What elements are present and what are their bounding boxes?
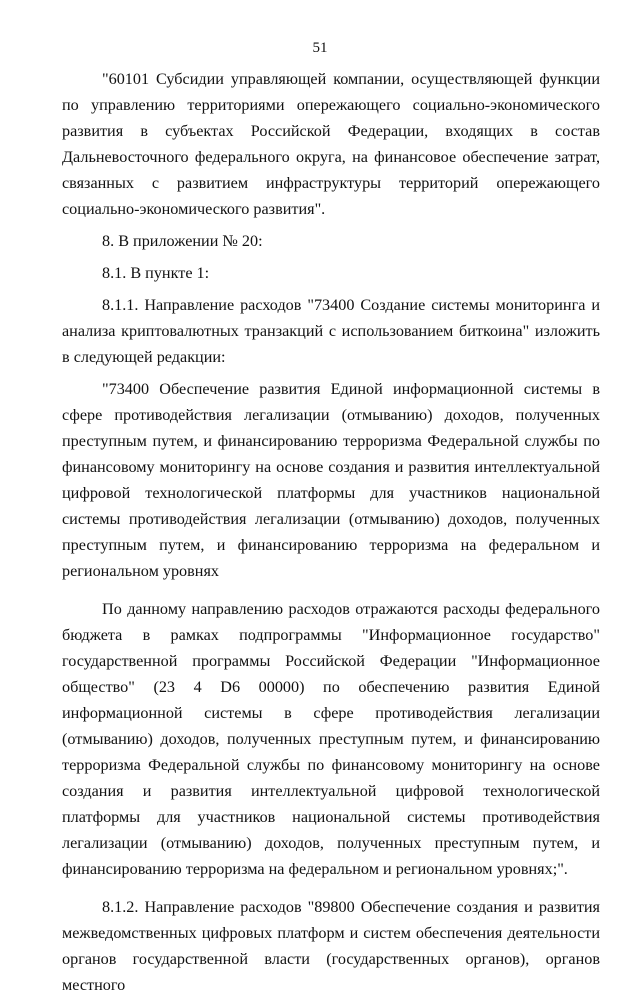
document-body: [62, 66, 600, 998]
paragraph-section-8: 8. В приложении № 20:: [102, 232, 263, 250]
paragraph-section-8-1-1: 8.1.1. Направление расходов "73400 Создание системы мониторинга и анализа криптовалютных транзакций с использованием биткоина" изложить в следующей редакции:: [62, 296, 600, 366]
paragraph-60101-description: "60101 Субсидии управляющей компании, осуществляющей функции по управлению территориями опережающего социально-экономического развития в субъектах Российской Федерации, входящих в состав Дальневосточного федерального округа, на финансовое обеспечение затрат, связанных с развитием инфраструктуры территорий опережающего социально-экономического развития".: [62, 70, 600, 218]
paragraph-section-8-1-2: 8.1.2. Направление расходов "89800 Обеспечение создания и развития межведомственных цифровых платформ и систем обеспечения деятельности органов государственной власти (государственных органов), органов местного: [62, 898, 600, 994]
page-number: 51: [312, 40, 328, 56]
paragraph-section-8-1: 8.1. В пункте 1:: [102, 264, 210, 282]
paragraph-73400-title: "73400 Обеспечение развития Единой информационной системы в сфере противодействия легализации (отмыванию) доходов, полученных преступным путем, и финансированию терроризма Федеральной службы по финансовому мониторингу на основе создания и развития интеллектуальной цифровой технологической платформы для участников национальной системы противодействия легализации (отмыванию) доходов, полученных преступным путем, и финансированию терроризма на федеральном и региональном уровнях: [62, 380, 600, 580]
paragraph-73400-description: По данному направлению расходов отражаются расходы федерального бюджета в рамках подпрограммы "Информационное государство" государственной программы Российской Федерации "Информационное общество" (23 4 D6 00000) по обеспечению развития Единой информационной системы в сфере противодействия легализации (отмыванию) доходов, полученных преступным путем, и финансированию терроризма Федеральной службы по финансовому мониторингу на основе создания и развития интеллектуальной цифровой технологической платформы для участников национальной системы противодействия легализации (отмыванию) доходов, полученных преступным путем, и финансированию терроризма на федеральном и региональном уровнях;".: [62, 600, 600, 878]
